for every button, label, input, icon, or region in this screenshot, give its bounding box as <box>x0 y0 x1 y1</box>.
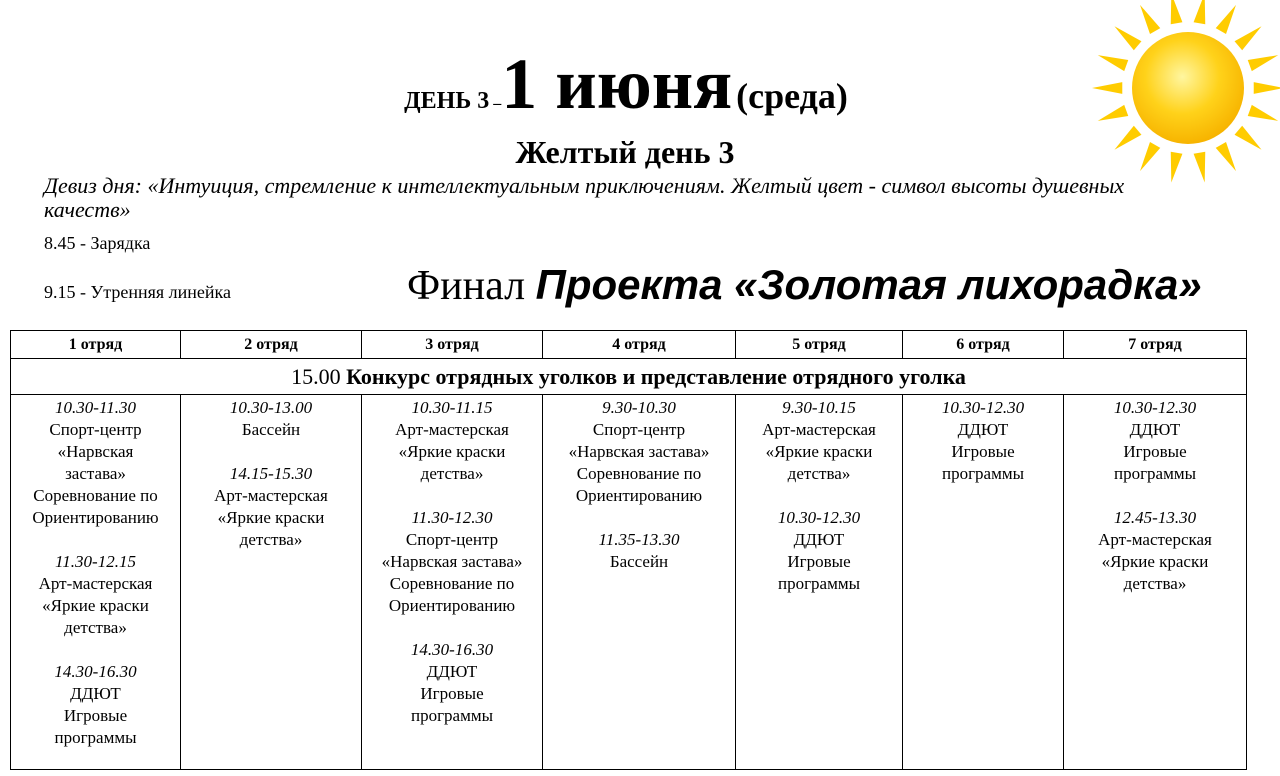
activity-line: Бассейн <box>609 552 669 571</box>
activity-line: Игровые <box>1123 442 1187 461</box>
block-gap <box>11 529 180 551</box>
activity-line: «Нарвская застава» <box>568 442 710 461</box>
activity-block <box>543 529 735 573</box>
activity-line: программы <box>1113 464 1197 483</box>
activity-line: программы <box>410 706 494 725</box>
activity-time: 11.30-12.30 <box>411 508 493 527</box>
activity-line: Игровые <box>63 706 128 725</box>
activity-block <box>362 507 542 617</box>
activity-block <box>903 397 1063 485</box>
activity-line: ДДЮТ <box>1129 420 1181 439</box>
activity-line: Арт-мастерская <box>1098 530 1212 549</box>
activity-block <box>1064 507 1246 595</box>
activity-line: «Яркие краски <box>765 442 873 461</box>
squad-4-activities <box>543 395 736 770</box>
sun-ray <box>1114 26 1141 50</box>
block-gap <box>11 639 180 661</box>
activity-block <box>11 661 180 749</box>
activity-block <box>1064 397 1246 485</box>
squad-3-activities <box>362 395 543 770</box>
block-gap <box>362 617 542 639</box>
activity-line: Игровые <box>420 684 484 703</box>
activity-line: Арт-мастерская <box>762 420 876 439</box>
header-squad-1: 1 отряд <box>11 331 181 359</box>
squad-2-activities <box>181 395 362 770</box>
contest-text: Конкурс отрядных уголков и представление отрядного уголка <box>346 363 966 389</box>
activity-line: ДДЮТ <box>426 662 478 681</box>
activity-block <box>181 397 361 441</box>
activity-time: 11.30-12.15 <box>55 552 136 571</box>
activity-line: детства» <box>420 464 484 483</box>
activity-time: 10.30-12.30 <box>941 398 1025 417</box>
activity-line: Игровые <box>951 442 1015 461</box>
activity-line: Соревнование по <box>33 486 158 505</box>
activity-line: детства» <box>64 618 127 637</box>
activity-time: 14.30-16.30 <box>410 640 494 659</box>
page-title <box>0 44 1252 124</box>
sun-ray <box>1216 5 1236 34</box>
activity-block <box>736 397 902 485</box>
block-gap <box>543 507 735 529</box>
final-project-name: Проекта «Золотая лихорадка» <box>535 261 1202 308</box>
block-gap <box>736 485 902 507</box>
table-header-row <box>11 331 1247 359</box>
schedule-item-lineup: 9.15 - Утренняя линейка <box>44 282 231 302</box>
activity-line: Спорт-центр <box>49 420 142 439</box>
activity-time: 10.30-11.30 <box>55 398 136 417</box>
activity-time: 10.30-12.30 <box>777 508 861 527</box>
activity-line: программы <box>777 574 861 593</box>
activity-line: застава» <box>65 464 126 483</box>
activity-line: Ориентированию <box>32 508 159 527</box>
sun-ray <box>1171 0 1183 24</box>
day-motto: Девиз дня: «Интуиция, стремление к интеллектуальным приключениям. Желтый цвет - символ высоты душевных качеств» <box>44 173 1125 222</box>
header-squad-4: 4 отряд <box>543 331 736 359</box>
activity-line: программы <box>54 728 137 747</box>
day-subtitle: Желтый день 3 <box>515 134 735 170</box>
activity-line: «Яркие краски <box>42 596 149 615</box>
activity-line: ДДЮТ <box>793 530 845 549</box>
activity-line: программы <box>941 464 1025 483</box>
activity-line: Арт-мастерская <box>38 574 153 593</box>
contest-cell <box>11 359 1247 395</box>
sun-ray <box>1140 5 1160 34</box>
squad-7-activities <box>1064 395 1247 770</box>
schedule-item-exercise: 8.45 - Зарядка <box>44 233 151 253</box>
activity-line: ДДЮТ <box>957 420 1009 439</box>
block-gap <box>362 485 542 507</box>
activity-time: 11.35-13.30 <box>598 530 680 549</box>
activity-time: 12.45-13.30 <box>1113 508 1197 527</box>
activity-line: ДДЮТ <box>70 684 121 703</box>
activity-line: «Яркие краски <box>1101 552 1209 571</box>
activity-time: 14.15-15.30 <box>229 464 313 483</box>
activity-line: Спорт-центр <box>405 530 499 549</box>
header-squad-5: 5 отряд <box>736 331 903 359</box>
activity-block <box>181 463 361 551</box>
activity-time: 10.30-13.00 <box>229 398 313 417</box>
header-squad-3: 3 отряд <box>362 331 543 359</box>
activity-time: 9.30-10.30 <box>602 398 676 417</box>
day-label: ДЕНЬ 3 <box>404 88 490 114</box>
activity-time: 10.30-11.15 <box>411 398 493 417</box>
activity-line: детства» <box>787 464 851 483</box>
activity-line: Бассейн <box>241 420 301 439</box>
activity-block <box>736 507 902 595</box>
sun-ray <box>1194 0 1206 24</box>
activity-line: Арт-мастерская <box>214 486 328 505</box>
activity-line: «Нарвская <box>57 442 134 461</box>
contest-time: 15.00 <box>291 363 341 389</box>
sun-ray <box>1235 26 1262 50</box>
activity-block <box>362 397 542 485</box>
activity-line: детства» <box>239 530 303 549</box>
activity-block <box>11 551 180 639</box>
activity-line: Ориентированию <box>575 486 703 505</box>
activity-block <box>11 397 180 529</box>
header-squad-2: 2 отряд <box>181 331 362 359</box>
title-dash: – <box>493 95 502 112</box>
activity-line: Ориентированию <box>388 596 516 615</box>
sun-ray <box>1248 105 1278 121</box>
project-final-heading <box>407 260 1202 311</box>
block-gap <box>181 441 361 463</box>
sun-ray <box>1254 82 1280 94</box>
activity-line: Арт-мастерская <box>395 420 509 439</box>
activity-line: «Яркие краски <box>217 508 325 527</box>
schedule-table <box>10 330 1247 770</box>
squad-5-activities <box>736 395 903 770</box>
squad-1-activities <box>11 395 181 770</box>
activity-line: Спорт-центр <box>592 420 686 439</box>
squad-6-activities <box>903 395 1064 770</box>
final-prefix: Финал <box>407 263 526 309</box>
activity-line: Игровые <box>787 552 851 571</box>
activity-line: Соревнование по <box>576 464 702 483</box>
date-label: 1 июня <box>501 44 733 124</box>
weekday-label: (среда) <box>736 76 848 116</box>
activity-block <box>362 639 542 727</box>
block-gap <box>1064 485 1246 507</box>
activity-line: Соревнование по <box>389 574 515 593</box>
activity-time: 9.30-10.15 <box>782 398 856 417</box>
sun-ray <box>1248 55 1278 71</box>
activity-time: 14.30-16.30 <box>54 662 137 681</box>
activities-row <box>11 395 1247 770</box>
activity-time: 10.30-12.30 <box>1113 398 1197 417</box>
activity-line: «Нарвская застава» <box>381 552 523 571</box>
header-squad-6: 6 отряд <box>903 331 1064 359</box>
contest-row <box>11 359 1247 395</box>
activity-block <box>543 397 735 507</box>
activity-line: «Яркие краски <box>398 442 506 461</box>
activity-line: детства» <box>1123 574 1187 593</box>
header-squad-7: 7 отряд <box>1064 331 1247 359</box>
